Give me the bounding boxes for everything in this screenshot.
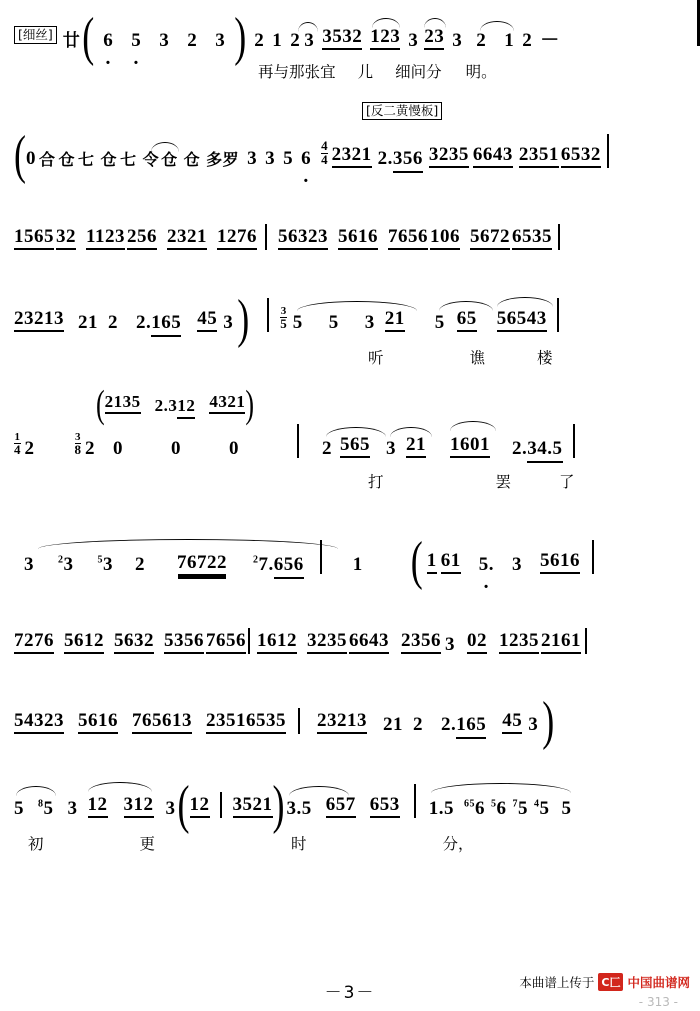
- note-group: 312: [124, 795, 154, 818]
- note-group: 5632: [114, 631, 154, 654]
- note-group: 123: [370, 27, 400, 50]
- note-group: 7656: [206, 631, 246, 654]
- time-signature-4-4: 4 4: [321, 138, 328, 167]
- lyric-line-9: [0, 818, 700, 854]
- slur-mark: [298, 22, 318, 32]
- note: 5: [561, 798, 572, 819]
- barline: [414, 784, 416, 818]
- lyric-line-4: [0, 332, 700, 368]
- note: 5 ·: [131, 31, 141, 50]
- lyric-char: 听: [368, 349, 384, 367]
- note: 3: [364, 312, 375, 333]
- note: 6 ·: [103, 31, 113, 50]
- lyric-char: 与: [273, 63, 290, 81]
- site-credit: [519, 973, 690, 991]
- note-group: 7276: [14, 631, 54, 654]
- barline: [265, 224, 267, 250]
- percussion-syllable: 仓: [183, 150, 201, 169]
- barline: [558, 224, 560, 250]
- credit-site-name: 中国曲谱网: [627, 975, 690, 990]
- note: 3: [223, 312, 234, 333]
- performance-tag-fanerhuang: [反二黄慢板]: [362, 102, 442, 120]
- note-group: 1601: [450, 435, 490, 458]
- rest-note: 0: [229, 438, 239, 459]
- lyric-char: 初: [28, 835, 44, 853]
- note-group: 6532: [561, 145, 601, 168]
- lyric-char: 更: [139, 835, 156, 853]
- note: 6 ·: [301, 149, 311, 168]
- note: 3: [408, 30, 419, 51]
- note-group: 3532: [322, 27, 362, 50]
- note-group: 32: [56, 227, 76, 250]
- phrase-paren-open: (: [96, 382, 105, 426]
- note-group: 3235: [429, 145, 469, 168]
- note-group: 2135: [105, 393, 141, 414]
- note-group: 61: [441, 551, 461, 574]
- music-system-8: [0, 654, 700, 751]
- note-group: 6643: [349, 631, 389, 654]
- note-group: 256: [127, 227, 157, 250]
- note-group: 1.5: [429, 799, 454, 818]
- rest-note: 0: [113, 438, 123, 459]
- note-group: 2.165: [441, 715, 486, 734]
- note-group: 6643: [473, 145, 513, 168]
- phrase-paren-close: ): [542, 690, 555, 751]
- note-group: 565: [340, 435, 370, 458]
- note: $^2$3: [58, 555, 74, 574]
- note-group: 5616: [540, 551, 580, 574]
- note: 3: [215, 30, 226, 51]
- percussion-syllable: 合: [39, 150, 56, 169]
- note-group: 5672: [470, 227, 510, 250]
- note-group: $^5$6: [491, 798, 507, 819]
- music-system-2: [0, 124, 700, 185]
- note-group: 3521: [233, 795, 273, 818]
- lyric-char: 儿: [357, 63, 374, 81]
- time-signature-3-8: 3 8: [74, 431, 81, 457]
- note: 5. ·: [479, 555, 494, 574]
- phrase-paren-close: ): [245, 382, 255, 426]
- barline: [220, 792, 222, 818]
- note-group: 657: [326, 795, 356, 818]
- note-group: 2351: [519, 145, 559, 168]
- performance-tag-xisi: [细丝]: [14, 26, 57, 44]
- note-group: 1612: [257, 631, 297, 654]
- slur-mark: [16, 786, 56, 796]
- note: $^5$3: [97, 554, 113, 575]
- note-group: 4321: [209, 393, 245, 414]
- barline: [585, 628, 587, 654]
- credit-text: 本曲谱上传于: [519, 975, 595, 990]
- slur-mark: [38, 539, 338, 549]
- note: 5: [14, 799, 24, 818]
- note-group: 21: [385, 309, 405, 332]
- note-group: 106: [430, 227, 460, 250]
- page-number: －3－: [324, 983, 376, 1003]
- note-group: 1565: [14, 227, 54, 250]
- phrase-paren-close: ): [272, 774, 285, 835]
- note-group: 2.356: [378, 149, 423, 168]
- slur-mark: [372, 18, 400, 28]
- note-group: 3.5: [287, 799, 312, 818]
- note: 1: [272, 30, 283, 51]
- note: 3: [165, 798, 176, 819]
- note: 5: [293, 313, 303, 332]
- phrase-paren-open: (: [410, 530, 423, 591]
- note-group: 1276: [217, 227, 257, 250]
- note: 3: [265, 148, 276, 169]
- page-number-faint: - 313 -: [638, 995, 678, 1009]
- note: 2: [322, 439, 332, 458]
- note-group: 02: [467, 631, 487, 654]
- note-group: 2.312: [155, 397, 196, 414]
- note: 3: [386, 439, 396, 458]
- note-group: 76722: [177, 552, 227, 573]
- note-group: 765613: [132, 711, 192, 734]
- note: 2: [108, 312, 118, 333]
- percussion-syllable: 七: [120, 150, 137, 169]
- note-group: 653: [370, 795, 400, 818]
- page-footer: [0, 975, 700, 1009]
- lyric-char: 那: [289, 63, 305, 81]
- note-group: 23: [424, 27, 444, 50]
- note-group: 1235: [499, 631, 539, 654]
- note-group: $^{65}$6: [464, 798, 485, 819]
- note-group: 21: [78, 312, 98, 333]
- music-system-3: [0, 168, 700, 250]
- note: 2: [24, 438, 35, 459]
- note: 3: [247, 148, 258, 169]
- qupu-logo-icon: C匚: [598, 973, 623, 991]
- lyric-char: 明。: [465, 63, 497, 81]
- percussion-syllable: 仓: [161, 150, 178, 169]
- note: 2: [254, 30, 265, 51]
- lyric-char: 谯: [469, 349, 486, 367]
- note-group: 21: [406, 435, 426, 458]
- note: 2: [187, 30, 198, 51]
- lyric-char: 问: [410, 63, 427, 81]
- phrase-paren-open: (: [177, 774, 190, 835]
- note-group: 12: [88, 795, 108, 818]
- note-group: 2 3: [290, 31, 314, 50]
- note-group: 21: [383, 714, 403, 735]
- lyric-char: 再: [258, 63, 274, 81]
- note-group: 3235: [307, 631, 347, 654]
- note: 1: [352, 554, 363, 575]
- time-signature-3-5: 3 5: [280, 305, 287, 331]
- note-group: 56543: [497, 309, 547, 332]
- note-group: 1123: [86, 227, 125, 250]
- lyric-char: 宜: [320, 63, 336, 81]
- note-group: 2.34.5: [512, 439, 563, 458]
- note-group: 23516535: [206, 711, 286, 734]
- note: 1: [504, 30, 515, 51]
- lyric-char: 分: [426, 63, 442, 81]
- barline: [267, 298, 269, 332]
- note-group: $^4$5: [534, 798, 550, 819]
- music-system-6: [0, 492, 700, 591]
- note-group: 5612: [64, 631, 104, 654]
- note: 2: [413, 714, 423, 735]
- note: 2: [135, 554, 145, 575]
- lyric-char: 细: [395, 63, 411, 81]
- note-group: $^7$5: [512, 798, 528, 819]
- percussion-syllable: 仓: [100, 150, 118, 169]
- lyric-char: 楼: [537, 349, 553, 367]
- note-group: 7656: [388, 227, 428, 250]
- note-group: 2.165: [136, 313, 181, 332]
- note-group: 5356: [164, 631, 204, 654]
- slur-mark: [424, 18, 446, 28]
- phrase-paren-open: (: [82, 6, 95, 67]
- note: 3: [528, 714, 539, 735]
- note: 3: [159, 30, 170, 51]
- note: $^8$5: [38, 798, 54, 819]
- note-group: 2321: [167, 227, 207, 250]
- rest-note: 0: [171, 438, 181, 459]
- barline: [607, 134, 609, 168]
- notation-glyph-nian: 廿: [62, 31, 81, 51]
- note-group: 56323: [278, 227, 328, 250]
- percussion-syllable: 七: [78, 150, 95, 169]
- lyric-char: 了: [559, 473, 575, 491]
- barline: [557, 298, 559, 332]
- note: 3: [452, 30, 463, 51]
- music-system-9: [0, 734, 700, 854]
- note-group: 54323: [14, 711, 64, 734]
- slur-mark: [88, 782, 152, 792]
- barline: [297, 424, 299, 458]
- note-group: 45: [197, 309, 217, 332]
- note: 5: [328, 312, 339, 333]
- note: 2: [522, 30, 533, 51]
- note: 3: [67, 798, 78, 819]
- music-system-1: [0, 0, 700, 82]
- percussion-syllable: 令: [143, 152, 160, 168]
- barline: [298, 708, 300, 734]
- note-group: 5616: [338, 227, 378, 250]
- note-group: 5616: [78, 711, 118, 734]
- lyric-char: 分，: [442, 835, 474, 853]
- phrase-paren-open: (: [14, 124, 26, 185]
- rest-note: 0: [26, 148, 36, 169]
- barline: [573, 424, 575, 458]
- note-group: 2356: [401, 631, 441, 654]
- phrase-paren-close: ): [234, 6, 247, 67]
- time-signature-1-4: 1 4: [14, 431, 21, 457]
- note-group: 23213: [14, 309, 64, 332]
- music-system-5: [0, 368, 700, 492]
- note: 2: [85, 438, 95, 459]
- note: 5: [435, 313, 445, 332]
- percussion-syllable: 仓: [58, 150, 76, 169]
- note-group: 1: [427, 551, 437, 574]
- music-system-4: [0, 250, 700, 368]
- note: 3: [512, 554, 522, 575]
- phrase-paren-close: ): [237, 288, 250, 349]
- lyric-char: 罢: [495, 473, 512, 491]
- note-group: 23213: [317, 711, 367, 734]
- lyric-line-5: [0, 458, 700, 492]
- barline: [248, 628, 250, 654]
- lyric-char: 张: [304, 63, 321, 81]
- slur-mark: [450, 421, 496, 431]
- note: 3: [24, 554, 34, 575]
- lyric-char: 时: [291, 835, 307, 853]
- note-group: 2161: [541, 631, 581, 654]
- music-system-7: [0, 574, 700, 654]
- barline: [592, 540, 594, 574]
- note-group: 6535: [512, 227, 552, 250]
- lyric-char: 打: [368, 473, 384, 491]
- note-group: 65: [457, 309, 477, 332]
- percussion-syllable: 多罗: [206, 150, 240, 169]
- note-group: 2321: [332, 145, 372, 168]
- note: 2: [476, 31, 486, 50]
- note-group: $^2$7.656: [253, 555, 304, 574]
- section-tag-row: [0, 82, 700, 126]
- slur-mark: [431, 783, 571, 793]
- note: 3: [445, 634, 455, 655]
- note: 5: [283, 148, 294, 169]
- note-group: 45: [502, 711, 522, 734]
- slur-mark: [497, 297, 553, 307]
- note-group: 12: [190, 795, 210, 818]
- note-dash: －: [540, 30, 560, 51]
